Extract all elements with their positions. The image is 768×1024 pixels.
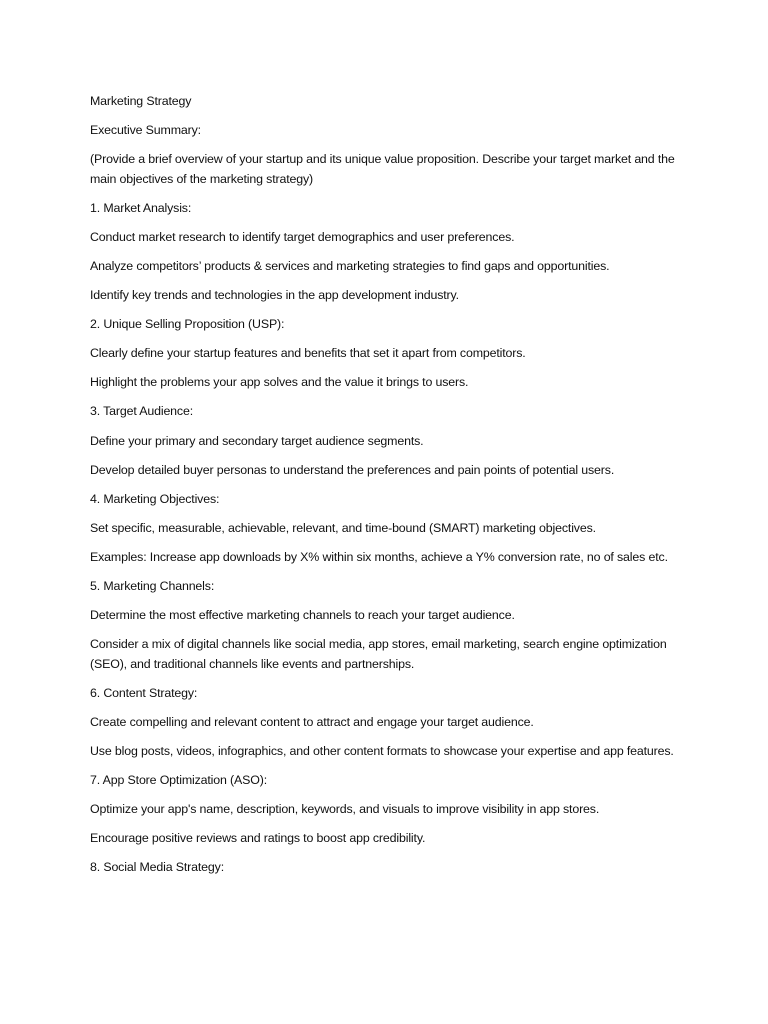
section-heading-usp: 2. Unique Selling Proposition (USP): <box>90 317 285 332</box>
paragraph: Examples: Increase app downloads by X% within six months, achieve a Y% conversion rate, no of sales etc. <box>90 549 668 564</box>
paragraph: Define your primary and secondary target audience segments. <box>90 433 424 448</box>
section-heading-marketing-objectives: 4. Marketing Objectives: <box>90 491 220 506</box>
paragraph: Create compelling and relevant content to attract and engage your target audience. <box>90 714 534 729</box>
paragraph: Encourage positive reviews and ratings to boost app credibility. <box>90 831 426 846</box>
section-heading-social-media-strategy: 8. Social Media Strategy: <box>90 860 224 875</box>
paragraph: Use blog posts, videos, infographics, and other content formats to showcase your expertise and app features. <box>90 743 674 758</box>
paragraph: Set specific, measurable, achievable, relevant, and time-bound (SMART) marketing objectives. <box>90 520 596 535</box>
paragraph: Determine the most effective marketing channels to reach your target audience. <box>90 608 515 623</box>
paragraph: Identify key trends and technologies in the app development industry. <box>90 288 459 303</box>
section-heading-aso: 7. App Store Optimization (ASO): <box>90 773 268 788</box>
section-heading-target-audience: 3. Target Audience: <box>90 404 194 419</box>
paragraph: Develop detailed buyer personas to understand the preferences and pain points of potential users. <box>90 462 615 477</box>
section-heading-marketing-channels: 5. Marketing Channels: <box>90 579 215 593</box>
paragraph: Conduct market research to identify target demographics and user preferences. <box>90 229 515 244</box>
paragraph: Analyze competitors’ products & services and marketing strategies to find gaps and opportunities. <box>90 258 610 273</box>
paragraph: Highlight the problems your app solves and the value it brings to users. <box>90 375 469 390</box>
document-title: Marketing Strategy <box>90 94 192 108</box>
document-body <box>90 92 680 887</box>
paragraph: Clearly define your startup features and benefits that set it apart from competitors. <box>90 346 526 361</box>
paragraph: Consider a mix of digital channels like social media, app stores, email marketing, search engine optimization (SEO), and traditional channels like events and partnerships. <box>90 637 667 671</box>
section-heading-content-strategy: 6. Content Strategy: <box>90 685 198 700</box>
paragraph: Optimize your app's name, description, keywords, and visuals to improve visibility in app stores. <box>90 802 600 817</box>
paragraph: (Provide a brief overview of your startup and its unique value proposition. Describe your target market and the main objectives of the marketing strategy) <box>90 152 675 186</box>
section-heading-executive-summary: Executive Summary: <box>90 123 201 138</box>
section-heading-market-analysis: 1. Market Analysis: <box>90 200 192 215</box>
